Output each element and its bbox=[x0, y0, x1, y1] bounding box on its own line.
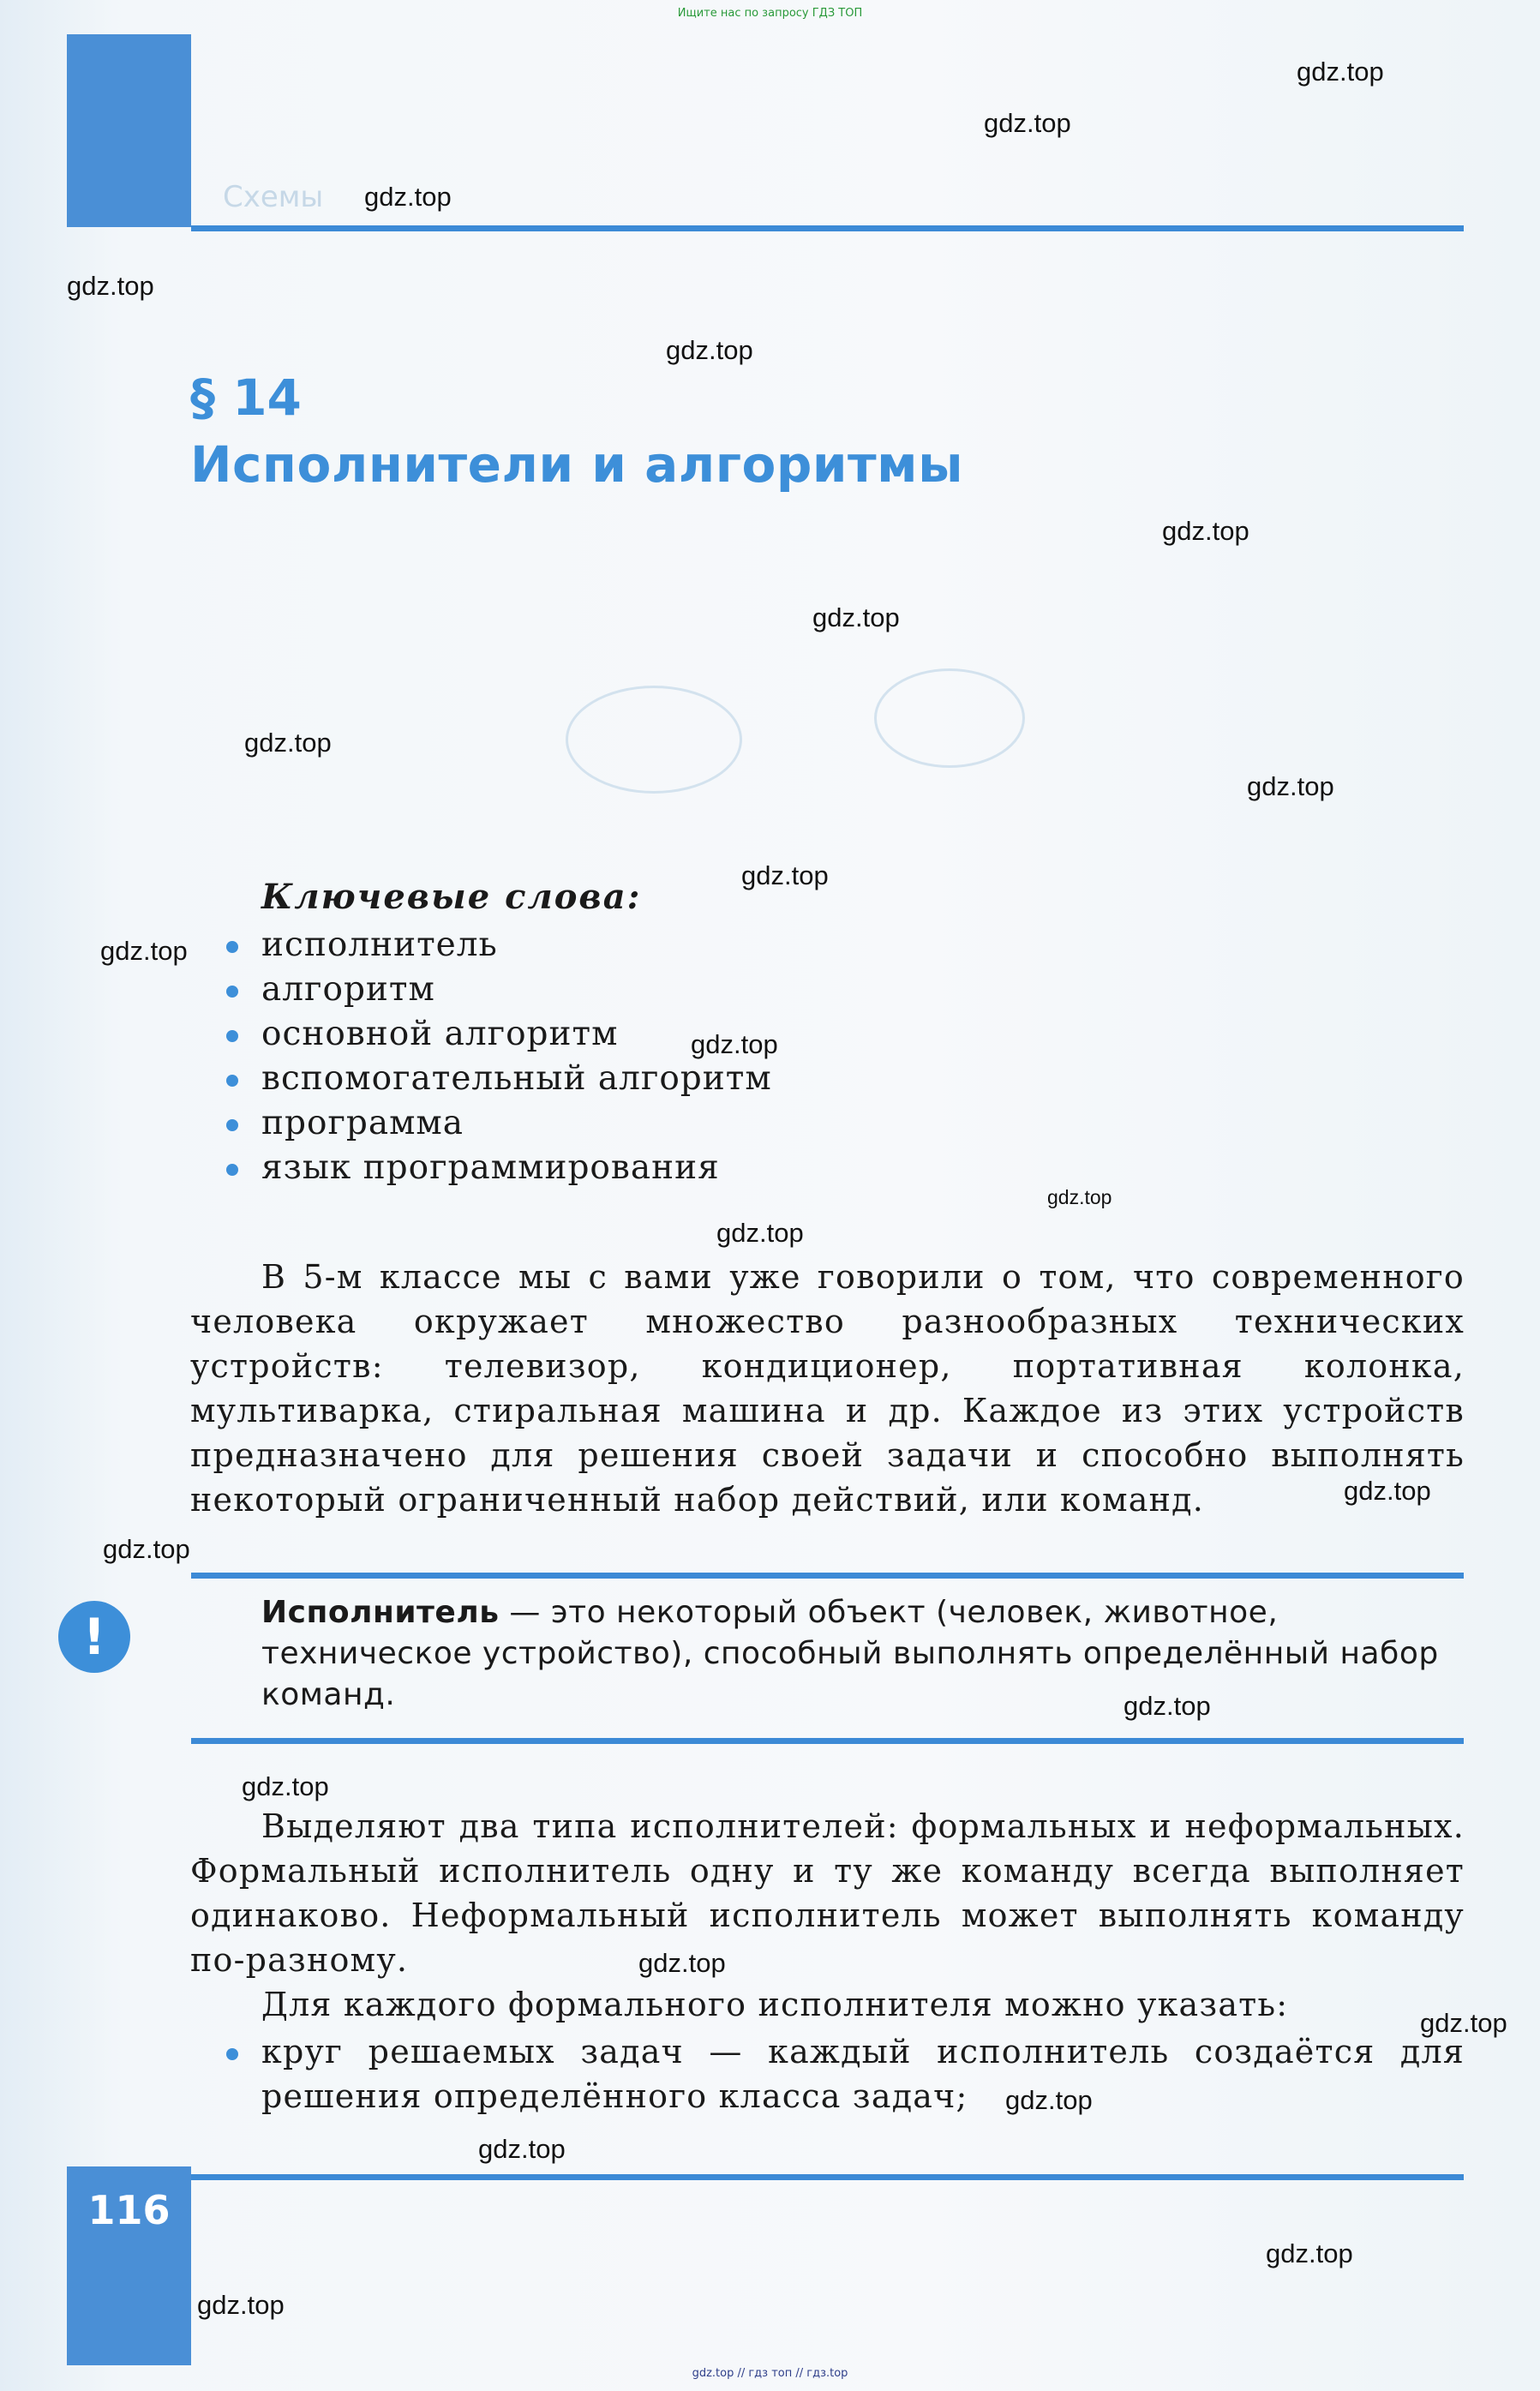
bullet-icon bbox=[226, 1164, 238, 1176]
watermark: gdz.top bbox=[666, 335, 753, 365]
keyword-item bbox=[221, 1146, 772, 1190]
page-number: 116 bbox=[87, 2187, 171, 2233]
definition-top-rule bbox=[191, 1573, 1464, 1579]
keyword-label: основной алгоритм bbox=[261, 1015, 619, 1053]
paragraph-types: Выделяют два типа исполнителей: формальных и неформальных. Формальный исполнитель одну и ту же команду всегда выполняет одинаково. Неформальный исполнитель может выполнять команду по-разному. bbox=[190, 1807, 1465, 1979]
top-caption[interactable]: Ищите нас по запросу ГДЗ ТОП bbox=[677, 7, 863, 20]
watermark: gdz.top bbox=[1005, 2085, 1093, 2115]
watermark: gdz.top bbox=[1162, 516, 1249, 546]
bullet-icon bbox=[226, 1075, 238, 1087]
bullet-icon bbox=[226, 2048, 238, 2060]
definition-block bbox=[261, 1592, 1465, 1716]
definition-term: Исполнитель bbox=[261, 1595, 500, 1630]
watermark: gdz.top bbox=[716, 1218, 804, 1248]
watermark: gdz.top bbox=[244, 728, 332, 758]
keyword-label: исполнитель bbox=[261, 926, 498, 964]
keyword-item bbox=[221, 968, 772, 1012]
top-margin-bar bbox=[67, 34, 191, 227]
watermark: gdz.top bbox=[1344, 1476, 1431, 1506]
watermark: gdz.top bbox=[103, 1534, 190, 1564]
watermark: gdz.top bbox=[812, 602, 900, 632]
show-through-text: Схемы bbox=[223, 180, 324, 214]
watermark: gdz.top bbox=[691, 1029, 778, 1059]
watermark: gdz.top bbox=[741, 860, 829, 890]
section-title: Исполнители и алгоритмы bbox=[190, 435, 964, 494]
keyword-label: язык программирования bbox=[261, 1148, 720, 1187]
paragraph-list-intro: Для каждого формального исполнителя можно указать: bbox=[261, 1986, 1289, 2023]
watermark: gdz.top bbox=[1124, 1691, 1211, 1721]
watermark: gdz.top bbox=[197, 2290, 285, 2320]
watermark: gdz.top bbox=[242, 1771, 329, 1801]
exclamation-icon: ! bbox=[58, 1601, 130, 1673]
watermark: gdz.top bbox=[1297, 57, 1384, 87]
keyword-item bbox=[221, 1101, 772, 1146]
watermark: gdz.top bbox=[1420, 2008, 1507, 2038]
watermark: gdz.top bbox=[1266, 2238, 1353, 2268]
bullet-paragraph bbox=[221, 2029, 1465, 2118]
definition-text: — это некоторый объект (человек, животное, техническое устройство), способный выполнять определённый набор команд. bbox=[261, 1595, 1439, 1712]
definition-bottom-rule bbox=[191, 1738, 1464, 1744]
watermark: gdz.top bbox=[984, 108, 1071, 138]
keywords-title: Ключевые слова: bbox=[261, 877, 642, 917]
watermark: gdz.top bbox=[67, 271, 154, 301]
keyword-item bbox=[221, 1012, 772, 1057]
keyword-label: вспомогательный алгоритм bbox=[261, 1059, 772, 1098]
watermark: gdz.top bbox=[478, 2134, 566, 2164]
watermark: gdz.top bbox=[364, 182, 452, 212]
show-through-graph bbox=[566, 686, 742, 794]
bottom-caption[interactable]: gdz.top // гдз топ // гдз.top bbox=[692, 2367, 848, 2380]
section-number: § 14 bbox=[190, 369, 302, 427]
bullet-icon bbox=[226, 941, 238, 953]
bullet-text: круг решаемых задач — каждый исполнитель создаётся для решения определённого класса задач; bbox=[261, 2033, 1465, 2115]
top-rule bbox=[191, 225, 1464, 231]
bottom-rule bbox=[191, 2174, 1464, 2180]
bullet-icon bbox=[226, 1119, 238, 1131]
show-through-graph bbox=[874, 668, 1025, 768]
keyword-item bbox=[221, 1057, 772, 1101]
bullet-icon bbox=[226, 986, 238, 998]
watermark: gdz.top bbox=[638, 1948, 726, 1978]
watermark: gdz.top bbox=[1247, 771, 1334, 801]
keyword-label: программа bbox=[261, 1104, 464, 1142]
keyword-label: алгоритм bbox=[261, 970, 435, 1009]
keyword-item bbox=[221, 923, 772, 968]
keywords-list bbox=[221, 923, 772, 1190]
bullet-icon bbox=[226, 1030, 238, 1042]
watermark: gdz.top bbox=[1047, 1186, 1112, 1208]
paragraph-intro: В 5-м классе мы с вами уже говорили о том, что современного человека окружает множество разнообразных технических устройств: телевизор, кондиционер, портативная колонка, мультиварка, стиральная машина и др. Каждое из этих устройств предназначено для решения своей задачи и способно выполнять некоторый ограниченный набор действий, или команд. bbox=[190, 1258, 1465, 1519]
watermark: gdz.top bbox=[100, 936, 188, 966]
